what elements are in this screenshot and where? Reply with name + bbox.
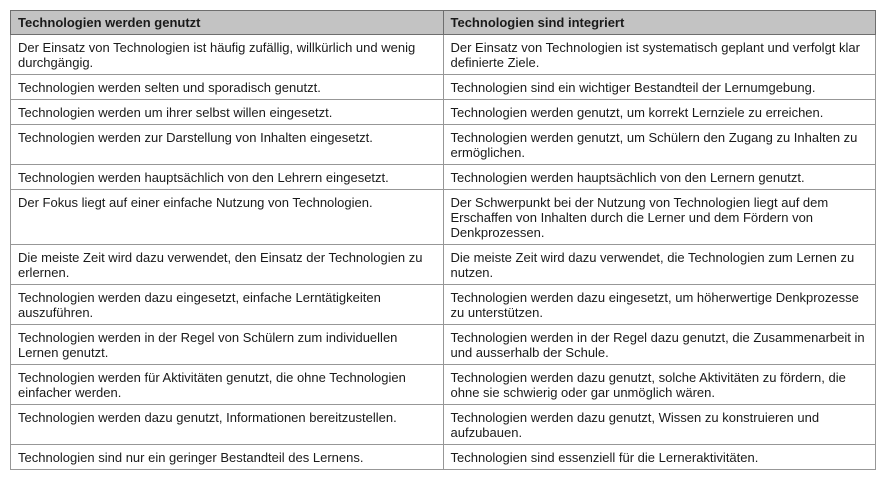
table-cell: Die meiste Zeit wird dazu verwendet, den Einsatz der Technologien zu erlernen. [11, 245, 444, 285]
table-cell: Technologien werden genutzt, um Schülern den Zugang zu Inhalten zu ermöglichen. [443, 125, 876, 165]
table-cell: Technologien sind essenziell für die Lerneraktivitäten. [443, 445, 876, 470]
table-row [11, 165, 876, 190]
table-cell: Technologien sind nur ein geringer Bestandteil des Lernens. [11, 445, 444, 470]
table-row [11, 245, 876, 285]
table-row [11, 100, 876, 125]
table-cell: Technologien werden dazu genutzt, Wissen zu konstruieren und aufzubauen. [443, 405, 876, 445]
table-cell: Technologien werden selten und sporadisch genutzt. [11, 75, 444, 100]
table-cell: Technologien werden hauptsächlich von den Lernern genutzt. [443, 165, 876, 190]
column-header-technologien-genutzt: Technologien werden genutzt [11, 11, 444, 35]
table-cell: Technologien werden hauptsächlich von den Lehrern eingesetzt. [11, 165, 444, 190]
table-cell: Technologien sind ein wichtiger Bestandteil der Lernumgebung. [443, 75, 876, 100]
table-row [11, 445, 876, 470]
table-row [11, 125, 876, 165]
table-cell: Technologien werden dazu eingesetzt, um höherwertige Denkprozesse zu unterstützen. [443, 285, 876, 325]
table-row [11, 285, 876, 325]
table-cell: Der Einsatz von Technologien ist häufig zufällig, willkürlich und wenig durchgängig. [11, 35, 444, 75]
table-cell: Technologien werden dazu genutzt, solche Aktivitäten zu fördern, die ohne sie schwierig oder gar unmöglich wären. [443, 365, 876, 405]
table-cell: Der Einsatz von Technologien ist systematisch geplant und verfolgt klar definierte Ziele. [443, 35, 876, 75]
table-cell: Technologien werden genutzt, um korrekt Lernziele zu erreichen. [443, 100, 876, 125]
table-cell: Der Schwerpunkt bei der Nutzung von Technologien liegt auf dem Erschaffen von Inhalten durch die Lerner und dem Fördern von Denkprozessen. [443, 190, 876, 245]
table-cell: Technologien werden für Aktivitäten genutzt, die ohne Technologien einfacher werden. [11, 365, 444, 405]
table-row [11, 405, 876, 445]
table-row [11, 365, 876, 405]
table-row [11, 75, 876, 100]
table-row [11, 35, 876, 75]
table-cell: Die meiste Zeit wird dazu verwendet, die Technologien zum Lernen zu nutzen. [443, 245, 876, 285]
table-cell: Technologien werden in der Regel dazu genutzt, die Zusammenarbeit in und ausserhalb der Schule. [443, 325, 876, 365]
table-row [11, 190, 876, 245]
table-cell: Technologien werden zur Darstellung von Inhalten eingesetzt. [11, 125, 444, 165]
table-cell: Technologien werden um ihrer selbst willen eingesetzt. [11, 100, 444, 125]
table-cell: Der Fokus liegt auf einer einfache Nutzung von Technologien. [11, 190, 444, 245]
table-cell: Technologien werden dazu genutzt, Informationen bereitzustellen. [11, 405, 444, 445]
table-cell: Technologien werden dazu eingesetzt, einfache Lerntätigkeiten auszuführen. [11, 285, 444, 325]
table-header-row [11, 11, 876, 35]
table-row [11, 325, 876, 365]
technology-comparison-table [10, 10, 876, 470]
column-header-technologien-integriert: Technologien sind integriert [443, 11, 876, 35]
table-cell: Technologien werden in der Regel von Schülern zum individuellen Lernen genutzt. [11, 325, 444, 365]
table-body [11, 35, 876, 470]
